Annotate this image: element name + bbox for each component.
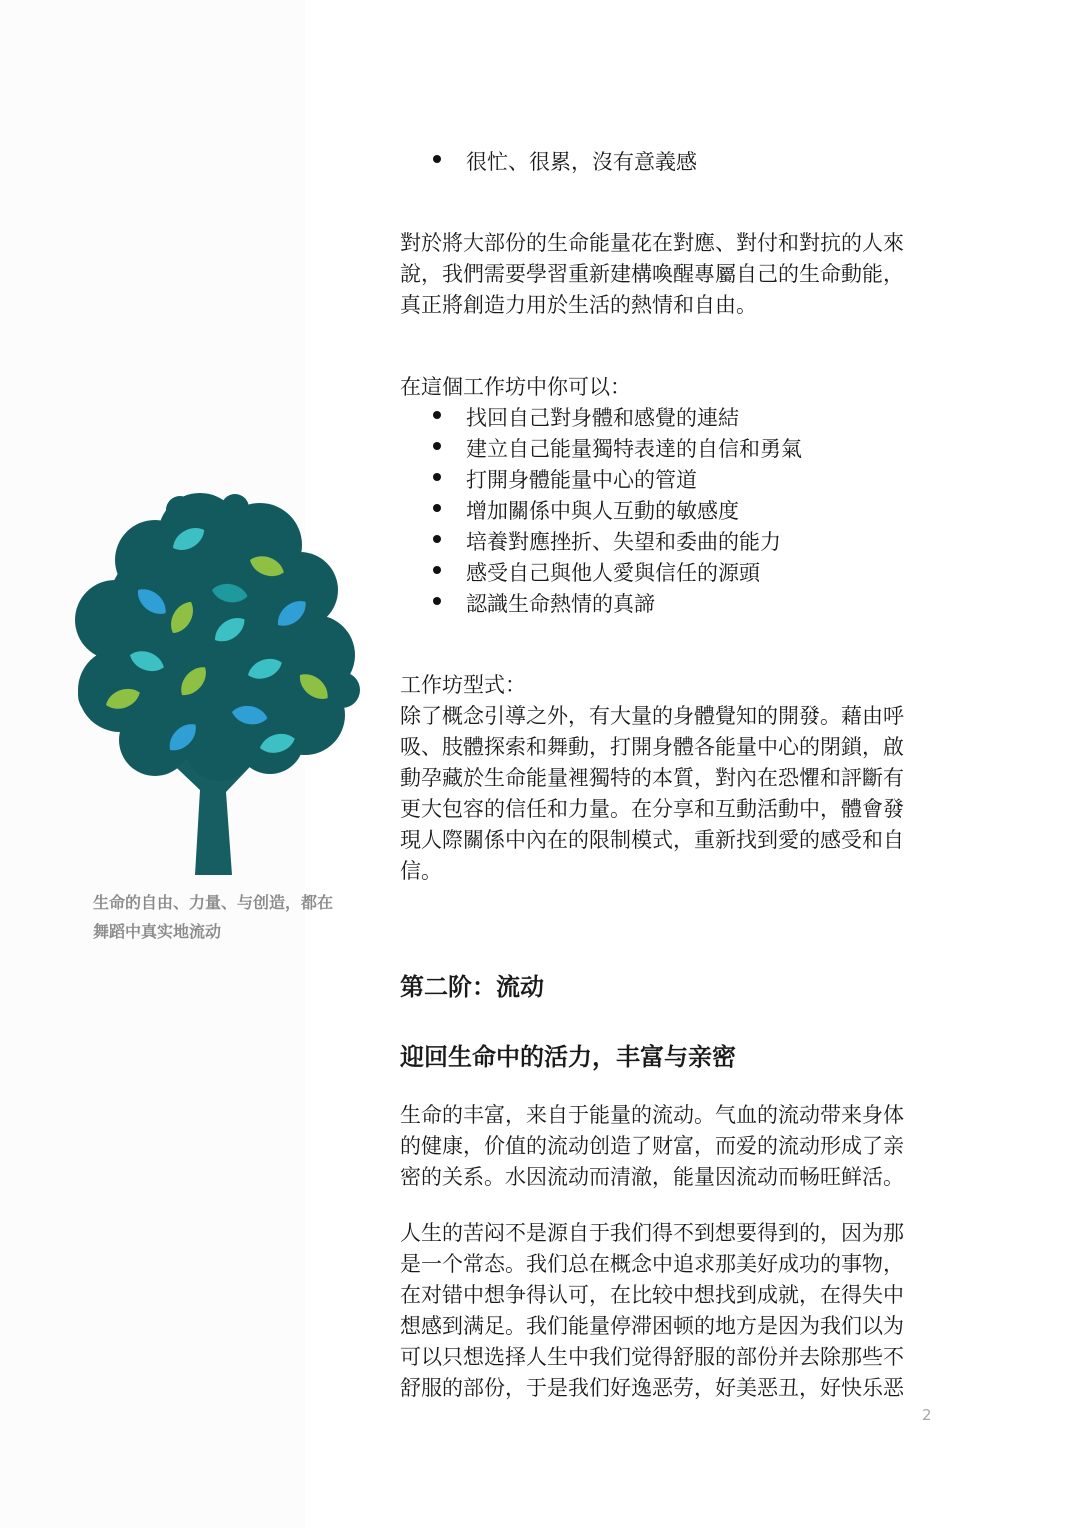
paragraph-line: 動孕藏於生命能量裡獨特的本質，對內在恐懼和評斷有 xyxy=(400,766,904,790)
paragraph-line: 舒服的部份，于是我们好逸恶劳，好美恶丑，好快乐恶 xyxy=(400,1376,904,1400)
bullet-text: 很忙、很累，沒有意義感 xyxy=(466,150,697,174)
tree-illustration xyxy=(60,490,365,875)
bullet-text: 增加關係中與人互動的敏感度 xyxy=(466,499,739,523)
workshop-benefits xyxy=(400,372,930,620)
paragraph-line: 說，我們需要學習重新建構喚醒專屬自己的生命動能， xyxy=(400,262,904,286)
tree-caption xyxy=(93,888,353,946)
caption-line: 舞蹈中真实地流动 xyxy=(93,922,222,941)
paragraph-line: 可以只想选择人生中我们觉得舒服的部份并去除那些不 xyxy=(400,1345,904,1369)
list-item xyxy=(400,147,930,178)
section-subheading: 迎回生命中的活力，丰富与亲密 xyxy=(400,1042,736,1071)
paragraph-line: 人生的苦闷不是源自于我们得不到想要得到的，因为那 xyxy=(400,1221,904,1245)
bullet-dot xyxy=(433,473,441,481)
paragraph-line: 真正將創造力用於生活的熱情和自由。 xyxy=(400,293,757,317)
bullet-text: 建立自己能量獨特表達的自信和勇氣 xyxy=(466,437,802,461)
format-title: 工作坊型式： xyxy=(400,673,526,697)
list-item xyxy=(400,496,930,527)
paragraph-line: 想感到满足。我们能量停滞困顿的地方是因为我们以为 xyxy=(400,1314,904,1338)
paragraph-line: 更大包容的信任和力量。在分享和互動活動中，體會發 xyxy=(400,797,904,821)
bullet-dot xyxy=(433,597,441,605)
section-heading-block xyxy=(400,970,930,1004)
section-subheading-block xyxy=(400,1040,930,1074)
list-item xyxy=(400,434,930,465)
paragraph-suffering xyxy=(400,1218,930,1404)
bullet-dot xyxy=(433,155,441,163)
list-item xyxy=(400,558,930,589)
page-number: 2 xyxy=(922,1406,932,1424)
bullet-dot xyxy=(433,442,441,450)
bullet-dot xyxy=(433,504,441,512)
paragraph-line: 吸、肢體探索和舞動，打開身體各能量中心的閉鎖，啟 xyxy=(400,735,904,759)
paragraph-line: 現人際關係中內在的限制模式，重新找到愛的感受和自 xyxy=(400,828,904,852)
bullet-text: 找回自己對身體和感覺的連結 xyxy=(466,406,739,430)
paragraph-line: 是一个常态。我们总在概念中追求那美好成功的事物， xyxy=(400,1252,904,1276)
bullet-text: 培養對應挫折、失望和委曲的能力 xyxy=(466,530,781,554)
workshop-list xyxy=(400,403,930,620)
top-bullet-list xyxy=(400,147,930,178)
paragraph-flow xyxy=(400,1100,930,1193)
paragraph-line: 對於將大部份的生命能量花在對應、對付和對抗的人來 xyxy=(400,231,904,255)
section-heading: 第二阶：流动 xyxy=(400,972,544,1001)
list-item xyxy=(400,403,930,434)
paragraph-line: 密的关系。水因流动而清澈，能量因流动而畅旺鲜活。 xyxy=(400,1165,904,1189)
caption-line: 生命的自由、力量、与创造，都在 xyxy=(93,893,334,912)
bullet-text: 打開身體能量中心的管道 xyxy=(466,468,697,492)
paragraph-line: 的健康，价值的流动创造了财富，而爱的流动形成了亲 xyxy=(400,1134,904,1158)
top-bullet-section xyxy=(400,147,930,178)
list-item xyxy=(400,465,930,496)
paragraph-intro xyxy=(400,228,930,321)
list-item xyxy=(400,527,930,558)
workshop-intro: 在這個工作坊中你可以： xyxy=(400,375,631,399)
paragraph-line: 除了概念引導之外，有大量的身體覺知的開發。藉由呼 xyxy=(400,704,904,728)
bullet-dot xyxy=(433,411,441,419)
paragraph-line: 信。 xyxy=(400,859,442,883)
paragraph-line: 生命的丰富，来自于能量的流动。气血的流动带来身体 xyxy=(400,1103,904,1127)
bullet-dot xyxy=(433,535,441,543)
list-item xyxy=(400,589,930,620)
bullet-dot xyxy=(433,566,441,574)
paragraph-line: 在对错中想争得认可，在比较中想找到成就，在得失中 xyxy=(400,1283,904,1307)
bullet-text: 感受自己與他人愛與信任的源頭 xyxy=(466,561,760,585)
workshop-format xyxy=(400,670,930,887)
bullet-text: 認識生命熱情的真諦 xyxy=(466,592,655,616)
